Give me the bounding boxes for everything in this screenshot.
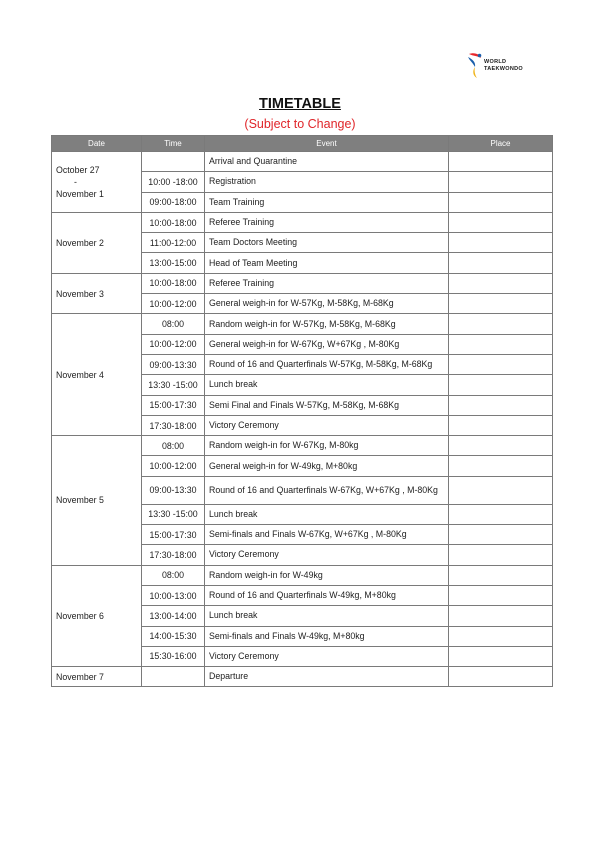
date-cell bbox=[52, 212, 142, 273]
date-line: November 2 bbox=[56, 237, 104, 248]
place-cell bbox=[449, 415, 553, 435]
event-cell: Departure bbox=[205, 667, 449, 687]
date-line: November 4 bbox=[56, 369, 104, 380]
event-cell: General weigh-in for W-57Kg, M-58Kg, M-68Kg bbox=[205, 294, 449, 314]
place-cell bbox=[449, 273, 553, 293]
event-cell: Victory Ceremony bbox=[205, 415, 449, 435]
event-cell: Round of 16 and Quarterfinals W-49kg, M+80kg bbox=[205, 585, 449, 605]
event-cell: Victory Ceremony bbox=[205, 646, 449, 666]
event-cell: Team Training bbox=[205, 192, 449, 212]
time-cell: 10:00-12:00 bbox=[142, 456, 205, 476]
date-cell bbox=[52, 273, 142, 314]
place-cell bbox=[449, 504, 553, 524]
event-cell: Random weigh-in for W-67Kg, M-80kg bbox=[205, 436, 449, 456]
time-cell: 10:00-12:00 bbox=[142, 294, 205, 314]
time-cell: 13:30 -15:00 bbox=[142, 504, 205, 524]
header-row bbox=[52, 136, 553, 152]
logo-line-1: WORLD bbox=[484, 59, 507, 65]
date-cell bbox=[52, 152, 142, 213]
place-cell bbox=[449, 606, 553, 626]
event-cell: Referee Training bbox=[205, 212, 449, 232]
event-cell: Random weigh-in for W-57Kg, M-58Kg, M-68Kg bbox=[205, 314, 449, 334]
place-cell bbox=[449, 172, 553, 192]
table-row bbox=[52, 152, 553, 172]
time-cell: 10:00-18:00 bbox=[142, 212, 205, 232]
date-cell bbox=[52, 314, 142, 436]
logo-line-2: TAEKWONDO bbox=[484, 66, 523, 72]
page-subtitle: (Subject to Change) bbox=[244, 117, 356, 131]
time-cell: 15:00-17:30 bbox=[142, 525, 205, 545]
place-cell bbox=[449, 626, 553, 646]
world-taekwondo-logo bbox=[466, 50, 536, 80]
date-cell bbox=[52, 565, 142, 666]
page-title: TIMETABLE bbox=[259, 96, 341, 112]
time-cell: 10:00 -18:00 bbox=[142, 172, 205, 192]
table-row bbox=[52, 565, 553, 585]
time-cell bbox=[142, 152, 205, 172]
timetable-body bbox=[52, 152, 553, 687]
place-cell bbox=[449, 212, 553, 232]
time-cell: 10:00-13:00 bbox=[142, 585, 205, 605]
place-cell bbox=[449, 294, 553, 314]
place-cell bbox=[449, 375, 553, 395]
time-cell: 08:00 bbox=[142, 314, 205, 334]
time-cell: 09:00-18:00 bbox=[142, 192, 205, 212]
timetable bbox=[51, 135, 553, 687]
time-cell bbox=[142, 667, 205, 687]
place-cell bbox=[449, 667, 553, 687]
date-line: November 7 bbox=[56, 671, 104, 682]
place-cell bbox=[449, 233, 553, 253]
place-cell bbox=[449, 395, 553, 415]
event-cell: Round of 16 and Quarterfinals W-67Kg, W+67Kg , M-80Kg bbox=[205, 476, 449, 504]
time-cell: 10:00-12:00 bbox=[142, 334, 205, 354]
date-line: - bbox=[74, 176, 77, 187]
time-cell: 14:00-15:30 bbox=[142, 626, 205, 646]
time-cell: 11:00-12:00 bbox=[142, 233, 205, 253]
place-cell bbox=[449, 354, 553, 374]
place-cell bbox=[449, 253, 553, 273]
date-line: November 3 bbox=[56, 288, 104, 299]
event-cell: Arrival and Quarantine bbox=[205, 152, 449, 172]
table-row bbox=[52, 667, 553, 687]
place-cell bbox=[449, 436, 553, 456]
time-cell: 13:00-15:00 bbox=[142, 253, 205, 273]
place-cell bbox=[449, 314, 553, 334]
time-cell: 09:00-13:30 bbox=[142, 476, 205, 504]
place-cell bbox=[449, 646, 553, 666]
event-cell: Semi Final and Finals W-57Kg, M-58Kg, M-68Kg bbox=[205, 395, 449, 415]
event-cell: Random weigh-in for W-49kg bbox=[205, 565, 449, 585]
table-row bbox=[52, 212, 553, 232]
time-cell: 13:30 -15:00 bbox=[142, 375, 205, 395]
event-cell: Team Doctors Meeting bbox=[205, 233, 449, 253]
taekwondo-emblem-icon bbox=[466, 50, 484, 80]
table-row bbox=[52, 273, 553, 293]
event-cell: General weigh-in for W-67Kg, W+67Kg , M-80Kg bbox=[205, 334, 449, 354]
place-cell bbox=[449, 152, 553, 172]
date-line: November 6 bbox=[56, 610, 104, 621]
time-cell: 15:00-17:30 bbox=[142, 395, 205, 415]
place-cell bbox=[449, 525, 553, 545]
date-cell bbox=[52, 436, 142, 565]
time-cell: 13:00-14:00 bbox=[142, 606, 205, 626]
table-row bbox=[52, 314, 553, 334]
header-place: Place bbox=[449, 136, 553, 152]
place-cell bbox=[449, 545, 553, 565]
time-cell: 09:00-13:30 bbox=[142, 354, 205, 374]
time-cell: 08:00 bbox=[142, 436, 205, 456]
time-cell: 10:00-18:00 bbox=[142, 273, 205, 293]
date-line: October 27 bbox=[56, 164, 100, 175]
time-cell: 17:30-18:00 bbox=[142, 415, 205, 435]
place-cell bbox=[449, 192, 553, 212]
time-cell: 08:00 bbox=[142, 565, 205, 585]
header-event: Event bbox=[205, 136, 449, 152]
event-cell: Lunch break bbox=[205, 504, 449, 524]
place-cell bbox=[449, 476, 553, 504]
time-cell: 15:30-16:00 bbox=[142, 646, 205, 666]
place-cell bbox=[449, 456, 553, 476]
header-time: Time bbox=[142, 136, 205, 152]
event-cell: Lunch break bbox=[205, 375, 449, 395]
place-cell bbox=[449, 565, 553, 585]
header-date: Date bbox=[52, 136, 142, 152]
event-cell: General weigh-in for W-49kg, M+80kg bbox=[205, 456, 449, 476]
place-cell bbox=[449, 334, 553, 354]
event-cell: Semi-finals and Finals W-49kg, M+80kg bbox=[205, 626, 449, 646]
event-cell: Registration bbox=[205, 172, 449, 192]
event-cell: Lunch break bbox=[205, 606, 449, 626]
place-cell bbox=[449, 585, 553, 605]
date-line: November 1 bbox=[56, 188, 104, 199]
date-cell bbox=[52, 667, 142, 687]
event-cell: Semi-finals and Finals W-67Kg, W+67Kg , M-80Kg bbox=[205, 525, 449, 545]
table-row bbox=[52, 436, 553, 456]
event-cell: Victory Ceremony bbox=[205, 545, 449, 565]
event-cell: Round of 16 and Quarterfinals W-57Kg, M-58Kg, M-68Kg bbox=[205, 354, 449, 374]
event-cell: Head of Team Meeting bbox=[205, 253, 449, 273]
event-cell: Referee Training bbox=[205, 273, 449, 293]
date-line: November 5 bbox=[56, 495, 104, 506]
time-cell: 17:30-18:00 bbox=[142, 545, 205, 565]
